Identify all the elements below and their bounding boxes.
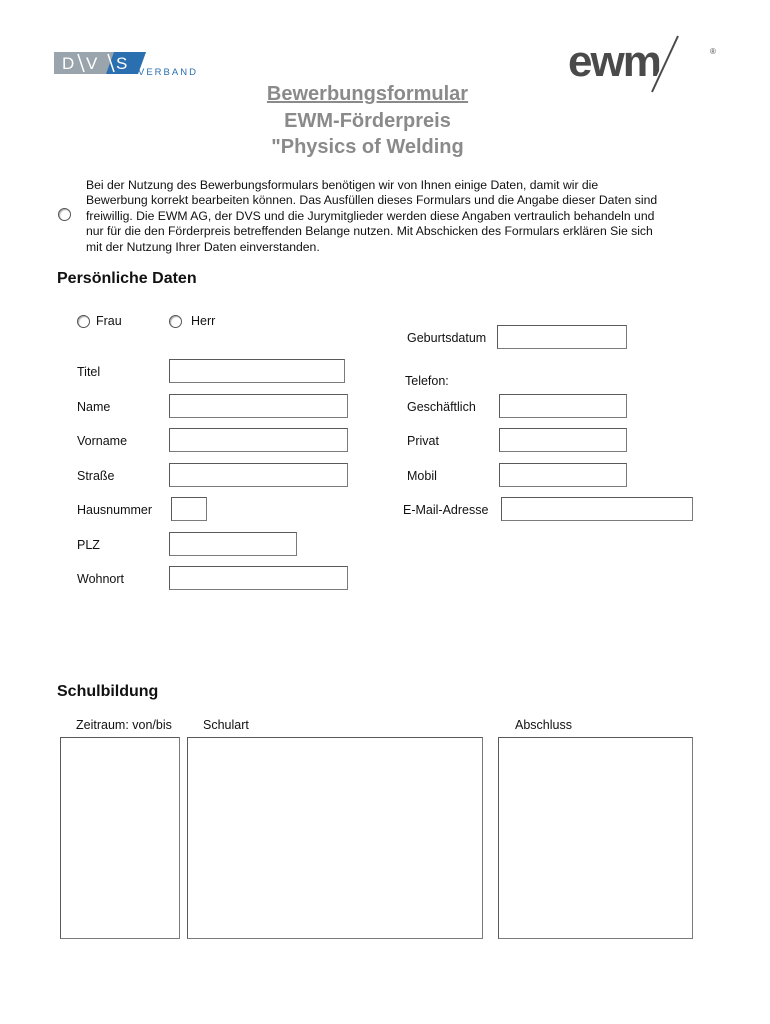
vorname-label: Vorname	[77, 434, 128, 448]
dvs-verband-logo	[54, 50, 214, 82]
geburtsdatum-label: Geburtsdatum	[407, 331, 487, 345]
radio-herr[interactable]	[169, 315, 182, 328]
section-heading-schooling: Schulbildung	[57, 683, 159, 700]
intro-line: mit der Nutzung Ihrer Daten einverstanden.	[86, 239, 320, 254]
titel-field[interactable]	[169, 359, 345, 383]
privat-field[interactable]	[499, 428, 627, 452]
radio-frau[interactable]	[77, 315, 90, 328]
strasse-label: Straße	[77, 469, 115, 483]
mobil-field[interactable]	[499, 463, 627, 487]
section-heading-personal: Persönliche Daten	[57, 270, 197, 287]
column-header-zeitraum: Zeitraum: von/bis	[76, 718, 172, 732]
radio-frau-label: Frau	[96, 314, 122, 328]
registered-mark: ®	[710, 47, 716, 56]
consent-radio[interactable]	[58, 208, 71, 221]
email-label: E-Mail-Adresse	[403, 503, 489, 517]
intro-line: Bei der Nutzung des Bewerbungsformulars benötigen wir von Ihnen einige Daten, damit wir die	[86, 178, 599, 192]
mobil-label: Mobil	[407, 469, 437, 483]
form-subtitle: EWM-Förderpreis	[284, 110, 451, 132]
geschaeftlich-field[interactable]	[499, 394, 627, 418]
strasse-field[interactable]	[169, 463, 348, 487]
column-header-abschluss: Abschluss	[515, 718, 572, 732]
hausnummer-label: Hausnummer	[77, 503, 153, 517]
vorname-field[interactable]	[169, 428, 348, 452]
intro-line: nur für die den Förderpreis betreffenden Belange nutzen. Mit Abschicken des Formulars erklären Sie sich	[86, 224, 653, 239]
intro-line: freiwillig. Die EWM AG, der DVS und die Jurymitglieder werden diese Angaben vertraulich behandeln und	[86, 208, 655, 223]
intro-text	[86, 178, 698, 255]
form-subtitle-physics: "Physics of Welding	[271, 136, 464, 158]
telefon-label: Telefon:	[405, 374, 449, 388]
intro-line: Bewerbung korrekt bearbeiten können. Das Ausfüllen dieses Formulars und die Angabe dieser Daten sind	[86, 193, 658, 208]
form-title: Bewerbungsformular	[266, 83, 469, 105]
name-label: Name	[77, 400, 111, 414]
email-field[interactable]	[501, 497, 693, 521]
dvs-letter-s: S	[116, 54, 128, 73]
plz-field[interactable]	[169, 532, 297, 556]
zeitraum-textarea[interactable]	[60, 737, 180, 939]
titel-label: Titel	[77, 365, 101, 379]
ewm-logo-text: ewm	[568, 37, 660, 86]
wohnort-field[interactable]	[169, 566, 348, 590]
column-header-schulart: Schulart	[203, 718, 249, 732]
dvs-verband-text: VERBAND	[138, 67, 198, 78]
privat-label: Privat	[407, 434, 439, 448]
dvs-letter-v: V	[86, 54, 98, 73]
plz-label: PLZ	[77, 538, 100, 552]
abschluss-textarea[interactable]	[498, 737, 693, 939]
schulart-textarea[interactable]	[187, 737, 483, 939]
dvs-letter-d: D	[62, 54, 75, 73]
wohnort-label: Wohnort	[77, 572, 125, 586]
geburtsdatum-field[interactable]	[497, 325, 627, 349]
geschaeftlich-label: Geschäftlich	[407, 400, 476, 414]
hausnummer-field[interactable]	[171, 497, 207, 521]
radio-herr-label: Herr	[191, 314, 216, 328]
name-field[interactable]	[169, 394, 348, 418]
